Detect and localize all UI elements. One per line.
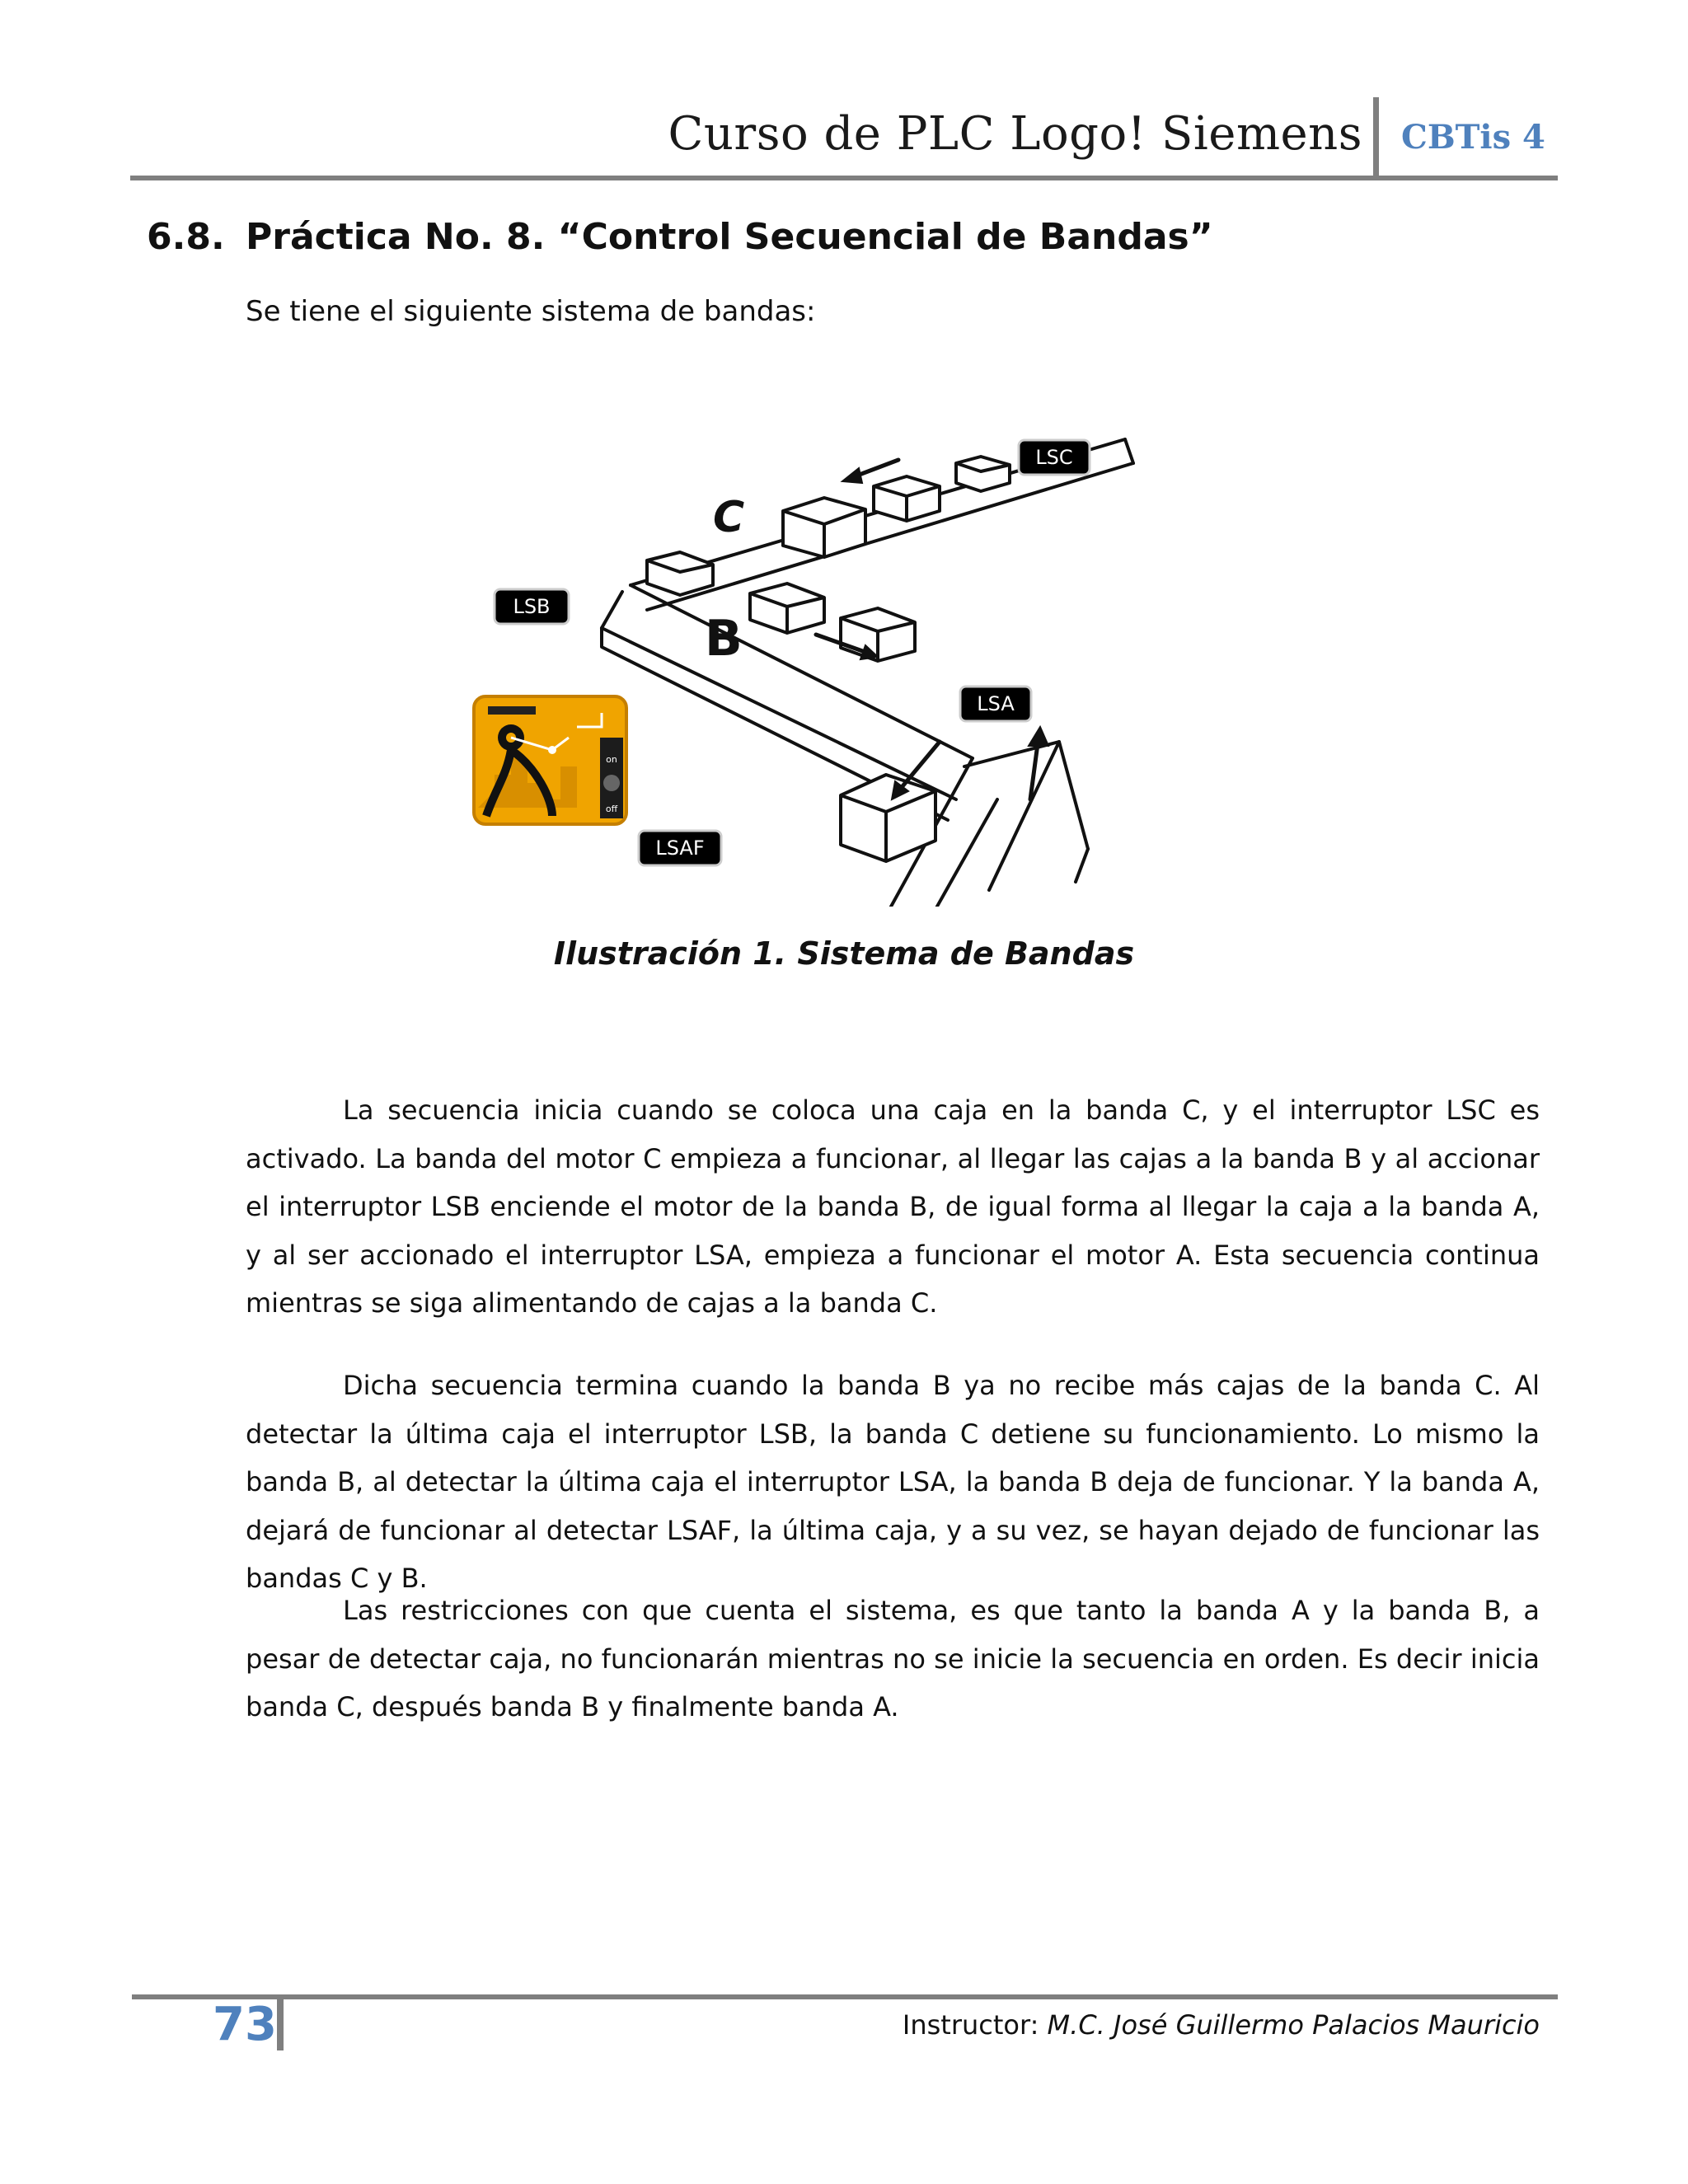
lsb-tag [495, 589, 569, 624]
band-b-letter: B [705, 610, 743, 668]
figure-caption: Ilustración 1. Sistema de Bandas [553, 935, 1135, 972]
footer-instructor [903, 2009, 1540, 2041]
header-separator [1373, 97, 1379, 176]
instructor-name: M.C. José Guillermo Palacios Mauricio [1047, 2009, 1540, 2041]
band-c-letter: C [713, 493, 745, 542]
instructor-label: Instructor: [902, 2009, 1039, 2041]
conveyor-illustration [462, 412, 1203, 907]
header-institution: CBTis 4 [1401, 118, 1545, 157]
lsc-tag [1019, 440, 1090, 475]
page-number: 73 [213, 1998, 277, 2051]
paragraph-sequence-end: Dicha secuencia termina cuando la banda B ya no recibe más cajas de la banda C. Al detectar la última caja el interruptor LSB, la banda C detiene su funcionamiento. Lo mismo la banda B, al detectar la última caja el interruptor LSA, la banda B deja de funcionar. Y la banda A, dejará de funcionar al detectar LSAF, la última caja, y a su vez, se hayan dejado de funcionar las bandas C y B. [246, 1370, 1540, 1594]
intro-text: Se tiene el siguiente sistema de bandas: [246, 295, 816, 328]
footer-separator [277, 1994, 284, 2050]
header-title: Curso de PLC Logo! Siemens [668, 107, 1362, 161]
lsa-label: LSA [977, 692, 1015, 715]
section-title: Práctica No. 8. “Control Secuencial de Bandas” [246, 216, 1213, 258]
switch-icon [474, 696, 626, 824]
lsc-label: LSC [1035, 446, 1073, 469]
switch-on-label: on [606, 754, 617, 765]
switch-off-label: off [605, 804, 618, 814]
paragraph-restrictions: Las restricciones con que cuenta el sistema, es que tanto la banda A y la banda B, a pesar de detectar caja, no funcionarán mientras no se inicie la secuencia en orden. Es decir inicia banda C, después banda B y finalmente banda A. [246, 1595, 1540, 1722]
lsaf-tag [639, 831, 721, 865]
section-number: 6.8. [147, 216, 225, 258]
footer-rule [132, 1994, 1558, 1999]
lsb-label: LSB [513, 595, 551, 618]
lsa-tag [960, 687, 1031, 721]
header-rule [130, 176, 1558, 180]
paragraph-sequence-start: La secuencia inicia cuando se coloca una caja en la banda C, y el interruptor LSC es activado. La banda del motor C empieza a funcionar, al llegar las cajas a la banda B y al accionar el interruptor LSB enciende el motor de la banda B, de igual forma al llegar la caja a la banda A, y al ser accionado el interruptor LSA, empieza a funcionar el motor A. Esta secuencia continua mientras se siga alimentando de cajas a la banda C. [246, 1094, 1540, 1319]
lsaf-label: LSAF [655, 837, 705, 860]
